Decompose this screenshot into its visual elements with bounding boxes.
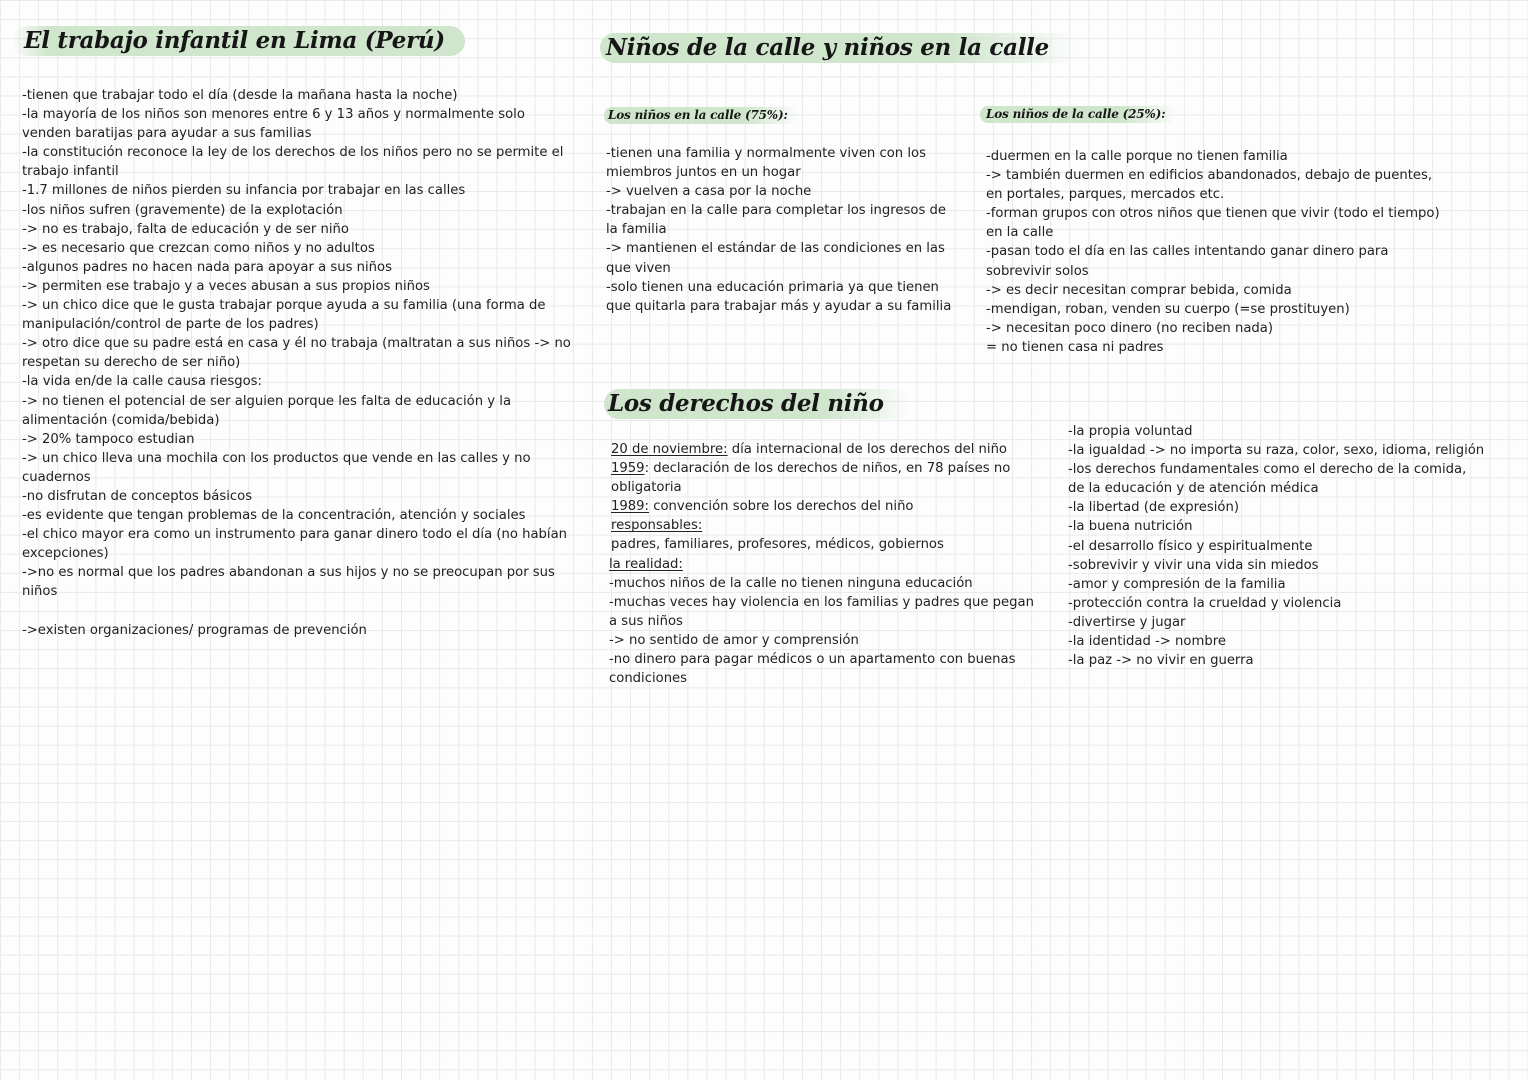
text-line: niños	[22, 584, 58, 600]
text-line: -la constitución reconoce la ley de los derechos de los niños pero no se permite el	[22, 145, 564, 161]
year-1959-text: : declaración de los derechos de niños, en 78 países no	[644, 461, 1011, 477]
text-line: -> mantienen el estándar de las condiciones en las	[606, 241, 945, 257]
text-line: trabajo infantil	[22, 164, 119, 180]
text-line: que viven	[606, 260, 671, 276]
text-line: ->existen organizaciones/ programas de prevención	[22, 622, 367, 638]
realidad-label: la realidad:	[609, 556, 683, 572]
text-line: -algunos padres no hacen nada para apoyar a sus niños	[22, 259, 392, 275]
text-line: cuadernos	[22, 469, 91, 485]
text-line: -forman grupos con otros niños que tienen que vivir (todo el tiempo)	[986, 206, 1440, 222]
text-line: -duermen en la calle porque no tienen familia	[986, 149, 1288, 164]
text-line: -> no tienen el potencial de ser alguien porque les falta de educación y la	[22, 393, 512, 409]
text-line: -mendigan, roban, venden su cuerpo (=se prostituyen)	[986, 301, 1350, 317]
section-title-ninos-calle: Niños de la calle y niños en la calle	[600, 33, 1079, 63]
fecha-line	[611, 440, 1051, 459]
text-line: -la igualdad -> no importa su raza, color, sexo, idioma, religión	[1068, 443, 1485, 459]
text-line: -la propia voluntad	[1068, 424, 1193, 439]
text-line: excepciones)	[22, 546, 109, 562]
text-line: -> también duermen en edificios abandonados, debajo de puentes,	[986, 168, 1433, 184]
body-derechos-left	[611, 440, 1051, 688]
text-line: -> permiten ese trabajo y a veces abusan a sus propios niños	[22, 278, 430, 294]
year-1989-line	[611, 497, 1051, 516]
body-derechos-right	[1068, 422, 1518, 670]
text-line: -no disfrutan de conceptos básicos	[22, 488, 253, 504]
subtitle-ninos-de-la-calle: Los niños de la calle (25%):	[980, 106, 1177, 123]
text-line: -protección contra la crueldad y violencia	[1068, 595, 1342, 611]
text-line: -la mayoría de los niños son menores entre 6 y 13 años y normalmente solo	[22, 107, 525, 123]
text-line: -> vuelven a casa por la noche	[606, 184, 812, 200]
fecha-text: día internacional de los derechos del niño	[727, 442, 1008, 457]
text-line: -> 20% tampoco estudian	[22, 431, 195, 447]
text-line: -la paz -> no vivir en guerra	[1068, 653, 1254, 669]
text-line: -el chico mayor era como un instrumento para ganar dinero todo el día (no habían	[22, 527, 568, 543]
text-line: -solo tienen una educación primaria ya que tienen	[606, 279, 939, 295]
body-ninos-en-la-calle	[606, 144, 952, 316]
text-line: en la calle	[986, 225, 1054, 241]
text-line: -tienen una familia y normalmente viven con los	[606, 146, 926, 161]
text-line: ->no es normal que los padres abandonan a sus hijos y no se preocupan por sus	[22, 565, 555, 581]
text-line: -sobrevivir y vivir una vida sin miedos	[1068, 557, 1319, 573]
text-line: -amor y compresión de la familia	[1068, 576, 1286, 592]
responsables-label: responsables:	[611, 518, 703, 534]
text-line: -> un chico lleva una mochila con los productos que vende en las calles y no	[22, 450, 531, 466]
text-line: -los derechos fundamentales como el derecho de la comida,	[1068, 462, 1467, 478]
text-line: que quitarla para trabajar más y ayudar a su familia	[606, 298, 952, 314]
text-line: -> no sentido de amor y comprensión	[609, 632, 859, 648]
text-line: en portales, parques, mercados etc.	[986, 187, 1225, 203]
text-line: venden baratijas para ayudar a sus familias	[22, 126, 312, 142]
year-1989-text: convención sobre los derechos del niño	[649, 499, 914, 515]
text-line: -> no es trabajo, falta de educación y de ser niño	[22, 221, 349, 237]
text-line: -la vida en/de la calle causa riesgos:	[22, 374, 262, 390]
text-line: manipulación/control de parte de los padres)	[22, 317, 319, 333]
text-line: de la educación y de atención médica	[1068, 481, 1319, 497]
fecha-label: 20 de noviembre:	[611, 442, 728, 457]
text-line: -pasan todo el día en las calles intentando ganar dinero para	[986, 244, 1389, 260]
text-line: -muchos niños de la calle no tienen ninguna educación	[609, 575, 973, 591]
text-line: sobrevivir solos	[986, 263, 1089, 279]
text-line: miembros juntos en un hogar	[606, 165, 801, 181]
text-line: -trabajan en la calle para completar los ingresos de	[606, 203, 946, 219]
body-ninos-de-la-calle	[986, 147, 1456, 357]
text-line: -> es necesario que crezcan como niños y no adultos	[22, 240, 375, 256]
text-line	[22, 602, 562, 621]
text-line: -> es decir necesitan comprar bebida, comida	[986, 282, 1292, 298]
text-line: -la buena nutrición	[1068, 519, 1193, 535]
text-line: -no dinero para pagar médicos o un apartamento con buenas	[609, 652, 1016, 668]
text-line: -el desarrollo físico y espiritualmente	[1068, 538, 1313, 554]
text-line: -tienen que trabajar todo el día (desde la mañana hasta la noche)	[22, 88, 458, 103]
text-line: -> otro dice que su padre está en casa y él no trabaja (maltratan a sus niños -> no	[22, 336, 571, 352]
text-line: a sus niños	[609, 613, 683, 629]
text-line: = no tienen casa ni padres	[986, 339, 1164, 355]
text-line: -es evidente que tengan problemas de la concentración, atención y sociales	[22, 508, 526, 524]
text-line: -la identidad -> nombre	[1068, 634, 1226, 650]
subtitle-ninos-en-la-calle: Los niños en la calle (75%):	[604, 107, 798, 124]
text-line: obligatoria	[611, 480, 682, 496]
text-line: respetan su derecho de ser niño)	[22, 355, 241, 371]
year-1989-label: 1989:	[611, 499, 650, 515]
text-line: -> un chico dice que le gusta trabajar porque ayuda a su familia (una forma de	[22, 298, 546, 314]
section-title-trabajo-infantil: El trabajo infantil en Lima (Perú)	[12, 26, 465, 56]
year-1959-line	[611, 459, 1051, 478]
text-line: -1.7 millones de niños pierden su infancia por trabajar en las calles	[22, 183, 466, 199]
text-line: -muchas veces hay violencia en los familias y padres que pegan	[609, 594, 1034, 610]
text-line: condiciones	[609, 671, 688, 687]
text-line: la familia	[606, 222, 667, 238]
text-line: alimentación (comida/bebida)	[22, 412, 220, 428]
section-body-trabajo-infantil	[22, 86, 571, 640]
text-line: -> necesitan poco dinero (no reciben nada)	[986, 320, 1274, 336]
text-line: -divertirse y jugar	[1068, 614, 1186, 630]
section-title-derechos-nino: Los derechos del niño	[604, 389, 910, 419]
year-1959-label: 1959	[611, 461, 645, 477]
text-line: -los niños sufren (gravemente) de la explotación	[22, 202, 343, 218]
text-line: -la libertad (de expresión)	[1068, 500, 1239, 516]
responsables-text: padres, familiares, profesores, médicos, gobiernos	[611, 537, 944, 553]
